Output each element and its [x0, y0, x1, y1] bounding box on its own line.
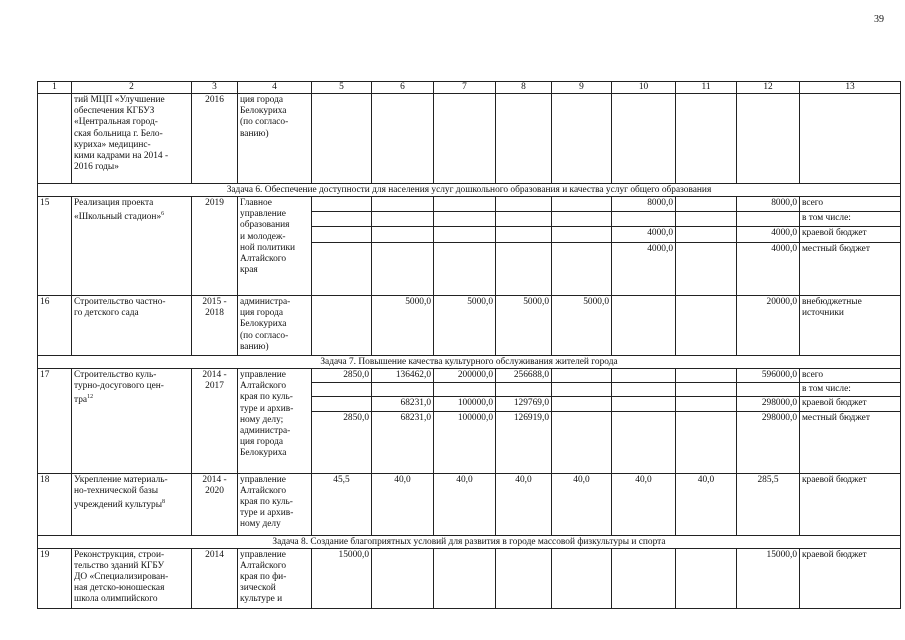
col-header: 12 — [737, 82, 800, 94]
cell-value: 100000,0 — [434, 411, 496, 473]
col-header: 4 — [238, 82, 312, 94]
cell-value: 2850,0 — [312, 369, 372, 383]
cell-value: 5000,0 — [552, 296, 612, 356]
measure-name: тий МЦП «Улучшение обеспечения КГБУЗ «Центральная город- ская больница г. Бело- куриха» медицинс- кими кадрами на 2014 - 2016 годы» — [72, 94, 192, 184]
measure-name: Строительство частно- го детского сада — [72, 296, 192, 356]
cell-value: 4000,0 — [612, 242, 676, 295]
funding-source: краевой бюджет — [800, 227, 901, 242]
funding-source: внебюджетные источники — [800, 296, 901, 356]
cell-value: 596000,0 — [737, 369, 800, 383]
cell-value: 68231,0 — [372, 411, 434, 473]
cell-value: 136462,0 — [372, 369, 434, 383]
cell-value: 200000,0 — [434, 369, 496, 383]
cell-value: 68231,0 — [372, 397, 434, 411]
cell-value: 4000,0 — [737, 242, 800, 295]
period: 2014 - 2017 — [192, 369, 238, 474]
cell-value: 40,0 — [496, 473, 552, 535]
col-header: 2 — [72, 82, 192, 94]
col-header: 7 — [434, 82, 496, 94]
col-header: 1 — [38, 82, 72, 94]
cell-value: 40,0 — [372, 473, 434, 535]
column-header-row — [38, 82, 901, 94]
table-row — [38, 94, 901, 184]
cell-value: 4000,0 — [737, 227, 800, 242]
cell-value: 5000,0 — [496, 296, 552, 356]
cell-value: 100000,0 — [434, 397, 496, 411]
col-header: 13 — [800, 82, 901, 94]
cell-value: 45,5 — [312, 473, 372, 535]
task-heading-row — [38, 356, 901, 369]
period: 2016 — [192, 94, 238, 184]
executor: администра- ция города Белокуриха (по согласо- ванию) — [238, 296, 312, 356]
col-header: 6 — [372, 82, 434, 94]
row-number — [38, 94, 72, 184]
row-number: 17 — [38, 369, 72, 474]
cell-value: 126919,0 — [496, 411, 552, 473]
col-header: 8 — [496, 82, 552, 94]
table-row — [38, 369, 901, 383]
col-header: 11 — [676, 82, 737, 94]
period: 2015 - 2018 — [192, 296, 238, 356]
cell-value: 285,5 — [737, 473, 800, 535]
cell-value: 8000,0 — [612, 197, 676, 212]
executor: управление Алтайского края по куль- туре и архив- ному делу; администра- ция города Белокуриха — [238, 369, 312, 474]
measure-name: Укрепление материаль- но-технической базы учреждений культуры$^8$ — [72, 473, 192, 535]
cell-value: 298000,0 — [737, 411, 800, 473]
measure-name: Реконструкция, строи- тельство зданий КГБУ ДО «Специализирован- ная детско-юношеская школа олимпийского — [72, 548, 192, 608]
measure-name: Реализация проекта «Школьный стадион»$^6$ — [72, 197, 192, 296]
cell-value: 40,0 — [676, 473, 737, 535]
executor: управление Алтайского края по фи- зической культуре и — [238, 548, 312, 608]
task-heading: Задача 7. Повышение качества культурного обслуживания жителей города — [38, 356, 901, 369]
cell-value: 298000,0 — [737, 397, 800, 411]
cell-value: 40,0 — [434, 473, 496, 535]
executor: управление Алтайского края по куль- туре и архив- ному делу — [238, 473, 312, 535]
task-heading: Задача 8. Создание благоприятных условий для развития в городе массовой физкультуры и спорта — [38, 535, 901, 548]
table-row — [38, 548, 901, 608]
funding-source: всего — [800, 197, 901, 212]
cell-value: 5000,0 — [434, 296, 496, 356]
col-header: 3 — [192, 82, 238, 94]
cell-value: 40,0 — [552, 473, 612, 535]
funding-source: краевой бюджет — [800, 397, 901, 411]
period: 2014 - 2020 — [192, 473, 238, 535]
funding-source: в том числе: — [800, 212, 901, 227]
table-row — [38, 473, 901, 535]
task-heading-row — [38, 535, 901, 548]
program-table — [37, 81, 901, 609]
period: 2014 — [192, 548, 238, 608]
cell-value: 5000,0 — [372, 296, 434, 356]
page-number: 39 — [874, 14, 884, 25]
row-number: 15 — [38, 197, 72, 296]
cell-value: 256688,0 — [496, 369, 552, 383]
row-number: 19 — [38, 548, 72, 608]
table-row — [38, 296, 901, 356]
funding-source: краевой бюджет — [800, 548, 901, 608]
col-header: 9 — [552, 82, 612, 94]
measure-name: Строительство куль- турно-досугового цен- тра$^{12}$ — [72, 369, 192, 474]
cell-value: 15000,0 — [312, 548, 372, 608]
task-heading: Задача 6. Обеспечение доступности для населения услуг дошкольного образования и качества услуг общего образования — [38, 184, 901, 197]
row-number: 16 — [38, 296, 72, 356]
table-row — [38, 197, 901, 212]
cell-value: 8000,0 — [737, 197, 800, 212]
funding-source: всего — [800, 369, 901, 383]
cell-value: 129769,0 — [496, 397, 552, 411]
cell-value: 15000,0 — [737, 548, 800, 608]
cell-value: 20000,0 — [737, 296, 800, 356]
col-header: 5 — [312, 82, 372, 94]
funding-source: краевой бюджет — [800, 473, 901, 535]
cell-value: 2850,0 — [312, 411, 372, 473]
funding-source: местный бюджет — [800, 411, 901, 473]
executor: ция города Белокуриха (по согласо- ванию) — [238, 94, 312, 184]
cell-value: 40,0 — [612, 473, 676, 535]
period: 2019 — [192, 197, 238, 296]
executor: Главное управление образования и молодеж- ной политики Алтайского края — [238, 197, 312, 296]
cell-value: 4000,0 — [612, 227, 676, 242]
col-header: 10 — [612, 82, 676, 94]
funding-source: местный бюджет — [800, 242, 901, 295]
funding-source: в том числе: — [800, 383, 901, 397]
row-number: 18 — [38, 473, 72, 535]
task-heading-row — [38, 184, 901, 197]
